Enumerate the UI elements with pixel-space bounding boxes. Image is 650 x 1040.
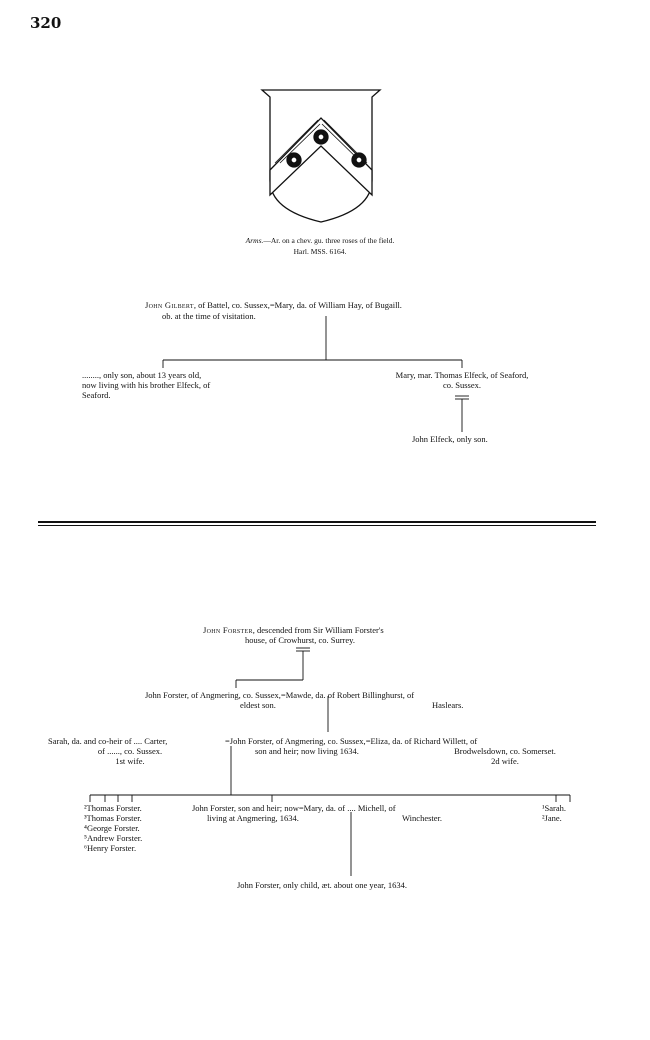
john-forster-head-line2: house, of Crowhurst, co. Surrey. bbox=[245, 635, 355, 645]
john-forster-head-name: John Forster bbox=[203, 625, 253, 635]
forster-gen2-wife-line2: Haslears. bbox=[432, 700, 464, 710]
mary-elfeck-line2: co. Sussex. bbox=[442, 380, 481, 390]
section-divider-thin bbox=[38, 525, 596, 526]
john-gilbert-entry bbox=[145, 300, 402, 310]
arms-blazon bbox=[200, 236, 440, 246]
eliza-willett-line1: Eliza, da. of Richard Willett, of bbox=[370, 736, 478, 746]
marriage-sign: = bbox=[365, 736, 371, 746]
daughter-sarah: ¹Sarah. bbox=[542, 803, 567, 813]
younger-son-5: ⁵Andrew Forster. bbox=[84, 833, 143, 843]
younger-son-3: ³Thomas Forster. bbox=[84, 813, 142, 823]
sarah-carter-line3: 1st wife. bbox=[115, 756, 145, 766]
forster-heir-line2: living at Angmering, 1634. bbox=[207, 813, 299, 823]
john-gilbert-name: John Gilbert bbox=[145, 300, 194, 310]
coat-of-arms-shield bbox=[262, 90, 380, 222]
forster-gen2-husband: John Forster, of Angmering, co. Sussex, bbox=[145, 690, 281, 700]
eliza-willett-line3: 2d wife. bbox=[491, 756, 519, 766]
john-forster-head-detail: , descended from Sir William Forster's bbox=[252, 625, 384, 635]
younger-son-6: ⁶Henry Forster. bbox=[84, 843, 137, 853]
marriage-sign: = bbox=[280, 690, 286, 700]
page-number: 320 bbox=[30, 14, 62, 32]
john-forster-head-entry bbox=[203, 625, 384, 635]
john-gilbert-detail: , of Battel, co. Sussex, bbox=[193, 300, 270, 310]
arms-description: —Ar. on a chev. gu. three roses of the field. bbox=[263, 236, 395, 245]
sarah-carter-line1: Sarah, da. and co-heir of .... Carter, bbox=[48, 736, 168, 746]
marriage-sign: = bbox=[298, 803, 304, 813]
forster-heir-entry bbox=[192, 803, 396, 813]
forster-gen3-entry bbox=[225, 736, 477, 746]
gilbert-son-line3: Seaford. bbox=[82, 390, 111, 400]
arms-label: Arms. bbox=[245, 236, 264, 245]
gilbert-son-line1: ........, only son, about 13 years old, bbox=[82, 370, 202, 380]
forster-gen2-entry bbox=[145, 690, 414, 700]
forster-gen2-husband-line2: eldest son. bbox=[240, 700, 276, 710]
forster-gen3-john: John Forster, of Angmering, co. Sussex, bbox=[229, 736, 366, 746]
forster-gen3-john-line2: son and heir; now living 1634. bbox=[255, 746, 359, 756]
arms-source: Harl. MSS. 6164. bbox=[293, 247, 347, 256]
gilbert-son-line2: now living with his brother Elfeck, of bbox=[82, 380, 211, 390]
john-gilbert-death: ob. at the time of visitation. bbox=[162, 311, 256, 321]
younger-son-4: ⁴George Forster. bbox=[84, 823, 140, 833]
mary-elfeck-line1: Mary, mar. Thomas Elfeck, of Seaford, bbox=[395, 370, 529, 380]
daughter-jane: ²Jane. bbox=[542, 813, 562, 823]
forster-gen2-wife: Mawde, da. of Robert Billinghurst, of bbox=[285, 690, 415, 700]
only-child-entry: John Forster, only child, æt. about one year, 1634. bbox=[237, 880, 408, 890]
eliza-willett-line2: Brodwelsdown, co. Somerset. bbox=[454, 746, 556, 756]
mary-michell-line1: Mary, da. of .... Michell, of bbox=[303, 803, 396, 813]
sarah-carter-line2: of ......, co. Sussex. bbox=[97, 746, 163, 756]
john-elfeck-entry: John Elfeck, only son. bbox=[412, 434, 488, 444]
mary-hay-entry: Mary, da. of William Hay, of Bugaill. bbox=[274, 300, 402, 310]
section-divider-thick bbox=[38, 521, 596, 523]
mary-michell-line2: Winchester. bbox=[402, 813, 443, 823]
forster-heir-line1: John Forster, son and heir; now bbox=[192, 803, 299, 813]
marriage-sign: = bbox=[269, 300, 275, 310]
younger-son-2: ²Thomas Forster. bbox=[84, 803, 142, 813]
marriage-sign: = bbox=[225, 736, 230, 746]
